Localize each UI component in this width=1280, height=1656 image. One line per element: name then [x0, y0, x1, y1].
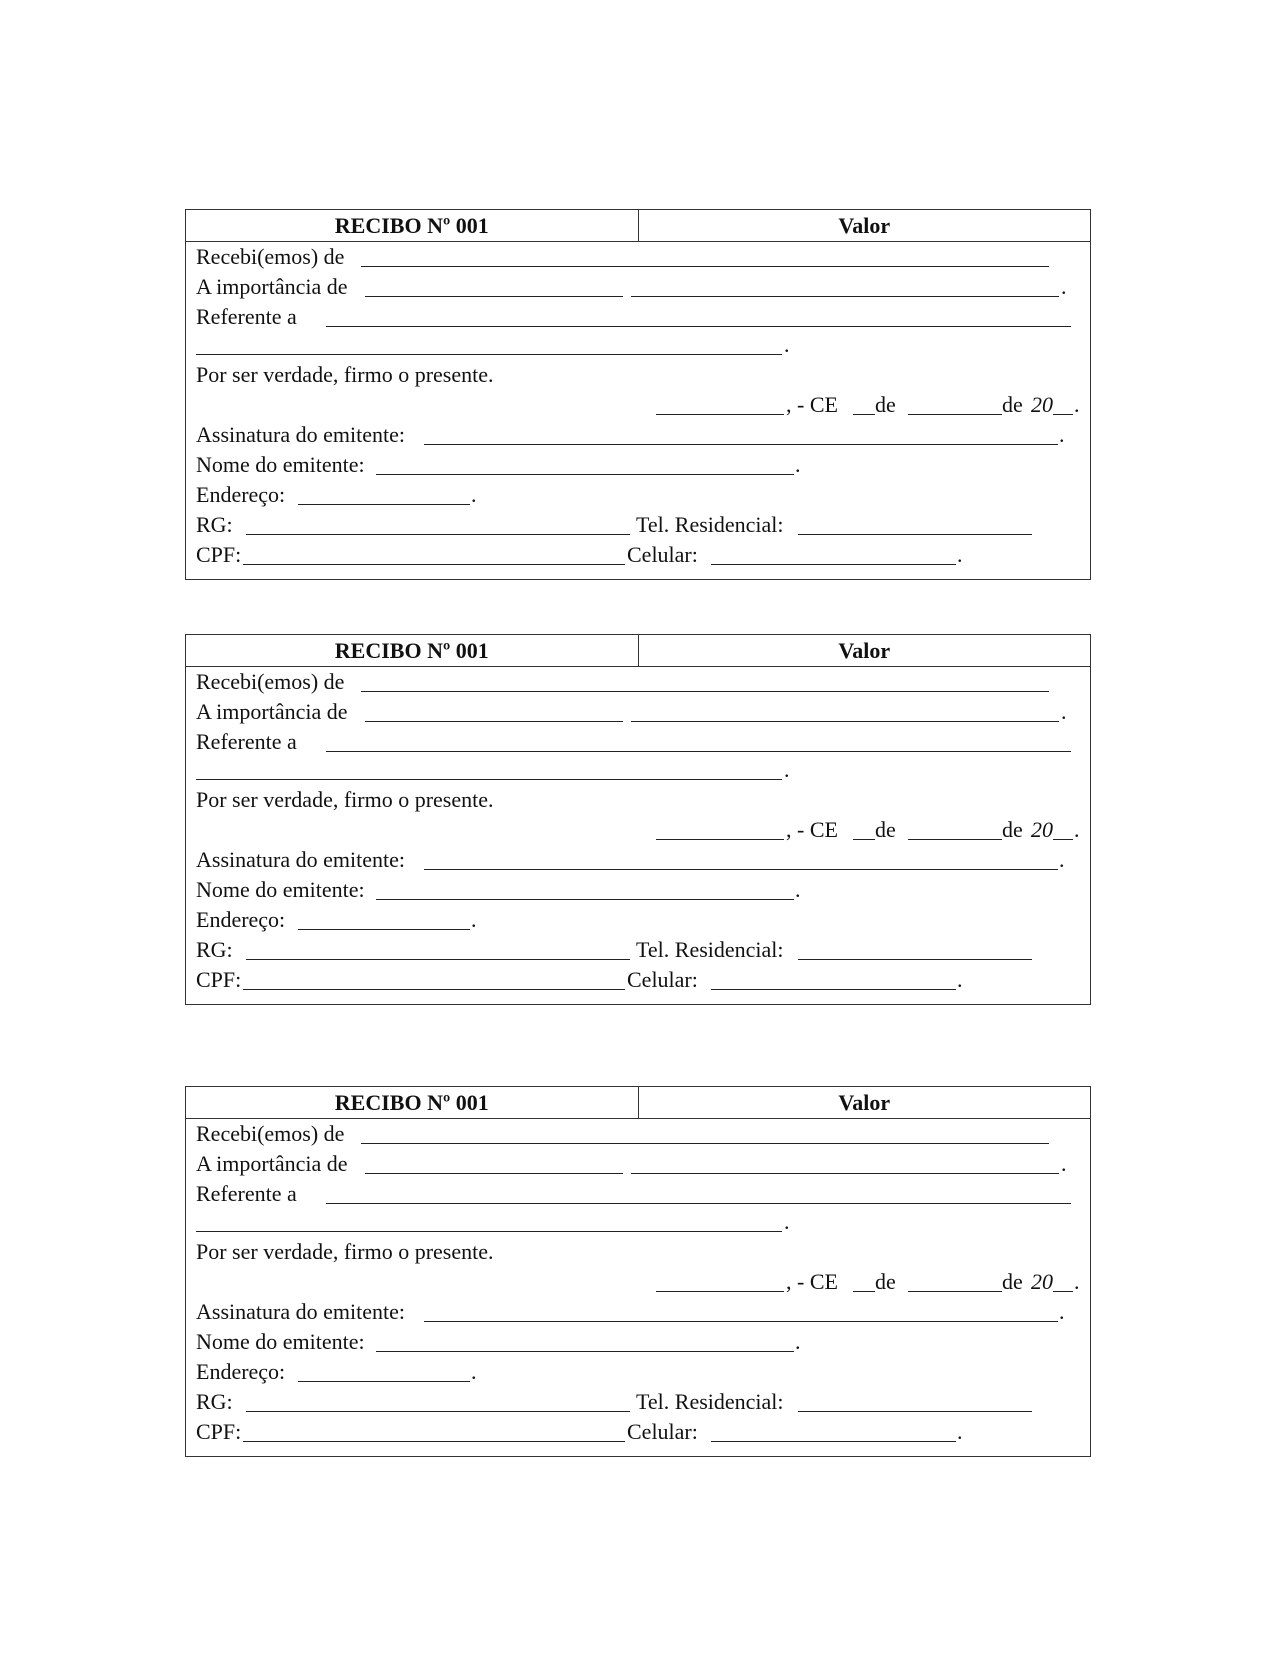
year-field[interactable] [1053, 1291, 1073, 1292]
home-phone-field[interactable] [798, 959, 1032, 960]
issuer-name-label: Nome do emitente: [196, 877, 365, 902]
cpf-field[interactable] [243, 564, 625, 565]
amount-period: . [1061, 1151, 1067, 1176]
year-prefix: 20 [1031, 817, 1053, 842]
day-field[interactable] [853, 1291, 875, 1292]
date-de-2: de [1002, 392, 1023, 417]
address-label: Endereço: [196, 907, 286, 932]
cell-phone-label: Celular: [627, 967, 698, 992]
signature-period: . [1059, 847, 1065, 872]
regarding-period: . [784, 1209, 790, 1234]
cell-period: . [957, 1419, 963, 1444]
cpf-label: CPF: [196, 967, 242, 992]
receipt-3 [185, 1086, 1091, 1457]
name-period: . [795, 452, 801, 477]
regarding-field[interactable] [326, 326, 1071, 327]
date-period: . [1074, 817, 1080, 842]
cell-phone-label: Celular: [627, 1419, 698, 1444]
month-field[interactable] [908, 414, 1002, 415]
year-prefix: 20 [1031, 1269, 1053, 1294]
receipt-header [186, 210, 1090, 242]
receipt-title: RECIBO Nº 001 [186, 210, 639, 241]
amount-numeric-field[interactable] [365, 721, 623, 722]
address-field[interactable] [298, 929, 470, 930]
issuer-name-label: Nome do emitente: [196, 452, 365, 477]
amount-label: A importância de [196, 1151, 348, 1176]
cell-phone-label: Celular: [627, 542, 698, 567]
truth-statement: Por ser verdade, firmo o presente. [196, 362, 494, 387]
rg-label: RG: [196, 937, 233, 962]
date-period: . [1074, 1269, 1080, 1294]
address-field[interactable] [298, 504, 470, 505]
amount-label: A importância de [196, 699, 348, 724]
place-suffix: , - CE [786, 817, 838, 842]
received-from-field[interactable] [361, 1143, 1049, 1144]
regarding-label: Referente a [196, 304, 297, 329]
signature-field[interactable] [424, 1321, 1058, 1322]
rg-field[interactable] [246, 959, 630, 960]
home-phone-label: Tel. Residencial: [636, 937, 784, 962]
date-de-1: de [875, 817, 896, 842]
month-field[interactable] [908, 1291, 1002, 1292]
date-period: . [1074, 392, 1080, 417]
value-label: Valor [838, 638, 891, 663]
date-de-2: de [1002, 1269, 1023, 1294]
place-field[interactable] [656, 414, 784, 415]
address-label: Endereço: [196, 1359, 286, 1384]
regarding-field-continued[interactable] [196, 1231, 782, 1232]
rg-label: RG: [196, 1389, 233, 1414]
regarding-label: Referente a [196, 1181, 297, 1206]
year-field[interactable] [1053, 839, 1073, 840]
cell-phone-field[interactable] [711, 564, 956, 565]
year-field[interactable] [1053, 414, 1073, 415]
address-period: . [471, 1359, 477, 1384]
home-phone-label: Tel. Residencial: [636, 512, 784, 537]
receipt-title: RECIBO Nº 001 [186, 1087, 639, 1118]
amount-label: A importância de [196, 274, 348, 299]
regarding-field-continued[interactable] [196, 779, 782, 780]
signature-label: Assinatura do emitente: [196, 1299, 405, 1324]
amount-period: . [1061, 274, 1067, 299]
place-field[interactable] [656, 1291, 784, 1292]
receipt-body [186, 242, 1090, 579]
cell-phone-field[interactable] [711, 1441, 956, 1442]
signature-field[interactable] [424, 869, 1058, 870]
name-period: . [795, 1329, 801, 1354]
signature-period: . [1059, 422, 1065, 447]
truth-statement: Por ser verdade, firmo o presente. [196, 1239, 494, 1264]
month-field[interactable] [908, 839, 1002, 840]
home-phone-field[interactable] [798, 534, 1032, 535]
signature-label: Assinatura do emitente: [196, 847, 405, 872]
cell-period: . [957, 967, 963, 992]
place-suffix: , - CE [786, 1269, 838, 1294]
receipt-body [186, 667, 1090, 1004]
place-field[interactable] [656, 839, 784, 840]
receipt-title: RECIBO Nº 001 [186, 635, 639, 666]
value-label: Valor [838, 213, 891, 238]
cell-phone-field[interactable] [711, 989, 956, 990]
name-period: . [795, 877, 801, 902]
signature-field[interactable] [424, 444, 1058, 445]
date-de-1: de [875, 392, 896, 417]
signature-period: . [1059, 1299, 1065, 1324]
date-de-1: de [875, 1269, 896, 1294]
issuer-name-field[interactable] [376, 899, 794, 900]
address-period: . [471, 482, 477, 507]
home-phone-label: Tel. Residencial: [636, 1389, 784, 1414]
received-from-field[interactable] [361, 266, 1049, 267]
receipt-2 [185, 634, 1091, 1005]
rg-field[interactable] [246, 534, 630, 535]
regarding-period: . [784, 332, 790, 357]
cpf-field[interactable] [243, 989, 625, 990]
regarding-period: . [784, 757, 790, 782]
amount-numeric-field[interactable] [365, 296, 623, 297]
amount-words-field[interactable] [631, 296, 1059, 297]
amount-words-field[interactable] [631, 721, 1059, 722]
regarding-field-continued[interactable] [196, 354, 782, 355]
issuer-name-field[interactable] [376, 474, 794, 475]
home-phone-field[interactable] [798, 1411, 1032, 1412]
place-suffix: , - CE [786, 392, 838, 417]
address-period: . [471, 907, 477, 932]
cell-period: . [957, 542, 963, 567]
amount-numeric-field[interactable] [365, 1173, 623, 1174]
signature-label: Assinatura do emitente: [196, 422, 405, 447]
cpf-field[interactable] [243, 1441, 625, 1442]
received-from-label: Recebi(emos) de [196, 669, 345, 694]
day-field[interactable] [853, 414, 875, 415]
issuer-name-field[interactable] [376, 1351, 794, 1352]
address-label: Endereço: [196, 482, 286, 507]
day-field[interactable] [853, 839, 875, 840]
date-de-2: de [1002, 817, 1023, 842]
cpf-label: CPF: [196, 542, 242, 567]
rg-label: RG: [196, 512, 233, 537]
receipt-body [186, 1119, 1090, 1456]
rg-field[interactable] [246, 1411, 630, 1412]
cpf-label: CPF: [196, 1419, 242, 1444]
receipt-header [186, 1087, 1090, 1119]
amount-words-field[interactable] [631, 1173, 1059, 1174]
value-label: Valor [838, 1090, 891, 1115]
year-prefix: 20 [1031, 392, 1053, 417]
receipt-header [186, 635, 1090, 667]
regarding-field[interactable] [326, 1203, 1071, 1204]
amount-period: . [1061, 699, 1067, 724]
received-from-label: Recebi(emos) de [196, 244, 345, 269]
address-field[interactable] [298, 1381, 470, 1382]
received-from-label: Recebi(emos) de [196, 1121, 345, 1146]
issuer-name-label: Nome do emitente: [196, 1329, 365, 1354]
truth-statement: Por ser verdade, firmo o presente. [196, 787, 494, 812]
received-from-field[interactable] [361, 691, 1049, 692]
regarding-field[interactable] [326, 751, 1071, 752]
regarding-label: Referente a [196, 729, 297, 754]
receipt-1 [185, 209, 1091, 580]
